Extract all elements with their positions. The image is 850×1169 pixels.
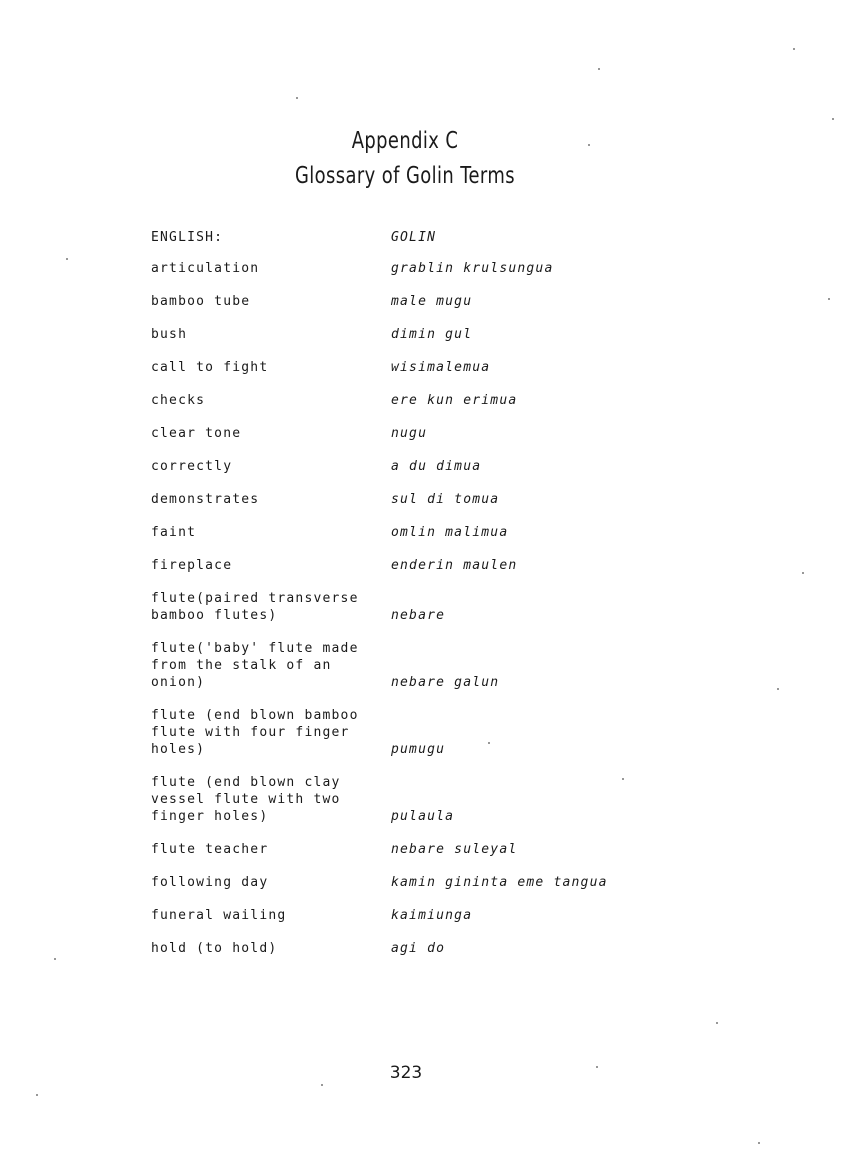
glossary-entry	[151, 392, 711, 409]
golin-term: nugu	[391, 426, 428, 441]
english-column-header: ENGLISH:	[151, 230, 224, 245]
scan-speck	[488, 742, 490, 744]
glossary-entry	[151, 874, 711, 891]
golin-column-header: GOLIN	[391, 230, 437, 245]
scan-speck	[598, 68, 600, 70]
golin-term: kamin gininta eme tangua	[391, 875, 608, 890]
scan-speck	[36, 1094, 38, 1096]
scan-speck	[777, 688, 779, 690]
golin-term: pumugu	[391, 742, 446, 757]
golin-term: enderin maulen	[391, 558, 518, 573]
scan-speck	[832, 118, 834, 120]
scan-speck	[758, 1142, 760, 1144]
golin-term: nebare	[391, 608, 446, 623]
glossary-entry	[151, 425, 711, 442]
english-term: call to fight	[151, 360, 269, 375]
page-subtitle: Glossary of Golin Terms	[295, 163, 515, 189]
english-term: bamboo tube	[151, 294, 251, 309]
english-term: faint	[151, 525, 197, 540]
glossary-entry	[151, 326, 711, 343]
glossary-table	[151, 229, 711, 973]
english-term: flute(paired transverse bamboo flutes)	[151, 591, 359, 623]
glossary-entry	[151, 260, 711, 277]
scan-speck	[802, 572, 804, 574]
glossary-entry	[151, 841, 711, 858]
glossary-entry	[151, 774, 711, 825]
scan-speck	[716, 1022, 718, 1024]
golin-term: dimin gul	[391, 327, 473, 342]
glossary-entry	[151, 458, 711, 475]
scan-speck	[793, 48, 795, 50]
golin-term: sul di tomua	[391, 492, 500, 507]
golin-term: wisimalemua	[391, 360, 491, 375]
golin-term: male mugu	[391, 294, 473, 309]
scan-speck	[596, 1066, 598, 1068]
column-header-row	[151, 229, 711, 246]
golin-term: a du dimua	[391, 459, 482, 474]
english-term: funeral wailing	[151, 908, 287, 923]
glossary-entry	[151, 640, 711, 691]
golin-term: grablin krulsungua	[391, 261, 554, 276]
scan-speck	[54, 958, 56, 960]
golin-term: kaimiunga	[391, 908, 473, 923]
glossary-entry	[151, 557, 711, 574]
english-term: fireplace	[151, 558, 233, 573]
glossary-entry	[151, 359, 711, 376]
glossary-entry	[151, 707, 711, 758]
glossary-entry	[151, 907, 711, 924]
english-term: clear tone	[151, 426, 242, 441]
golin-term: ere kun erimua	[391, 393, 518, 408]
page-title: Appendix C	[351, 128, 459, 154]
english-term: checks	[151, 393, 206, 408]
page-number: 323	[389, 1063, 423, 1083]
english-term: flute (end blown clay vessel flute with two finger holes)	[151, 775, 341, 824]
golin-term: omlin malimua	[391, 525, 509, 540]
english-term: flute teacher	[151, 842, 269, 857]
scan-speck	[588, 144, 590, 146]
english-term: hold (to hold)	[151, 941, 278, 956]
english-term: correctly	[151, 459, 233, 474]
english-term: flute (end blown bamboo flute with four finger holes)	[151, 708, 359, 757]
golin-term: nebare suleyal	[391, 842, 518, 857]
glossary-entry	[151, 590, 711, 624]
english-term: flute('baby' flute made from the stalk of an onion)	[151, 641, 359, 690]
english-term: articulation	[151, 261, 260, 276]
english-term: following day	[151, 875, 269, 890]
glossary-entry	[151, 491, 711, 508]
scan-speck	[66, 258, 68, 260]
english-term: demonstrates	[151, 492, 260, 507]
glossary-entry	[151, 293, 711, 310]
scan-speck	[321, 1084, 323, 1086]
golin-term: agi do	[391, 941, 446, 956]
golin-term: nebare galun	[391, 675, 500, 690]
glossary-entry	[151, 524, 711, 541]
scan-speck	[296, 97, 298, 99]
scan-speck	[622, 778, 624, 780]
english-term: bush	[151, 327, 188, 342]
scan-speck	[828, 298, 830, 300]
golin-term: pulaula	[391, 809, 455, 824]
glossary-entry	[151, 940, 711, 957]
